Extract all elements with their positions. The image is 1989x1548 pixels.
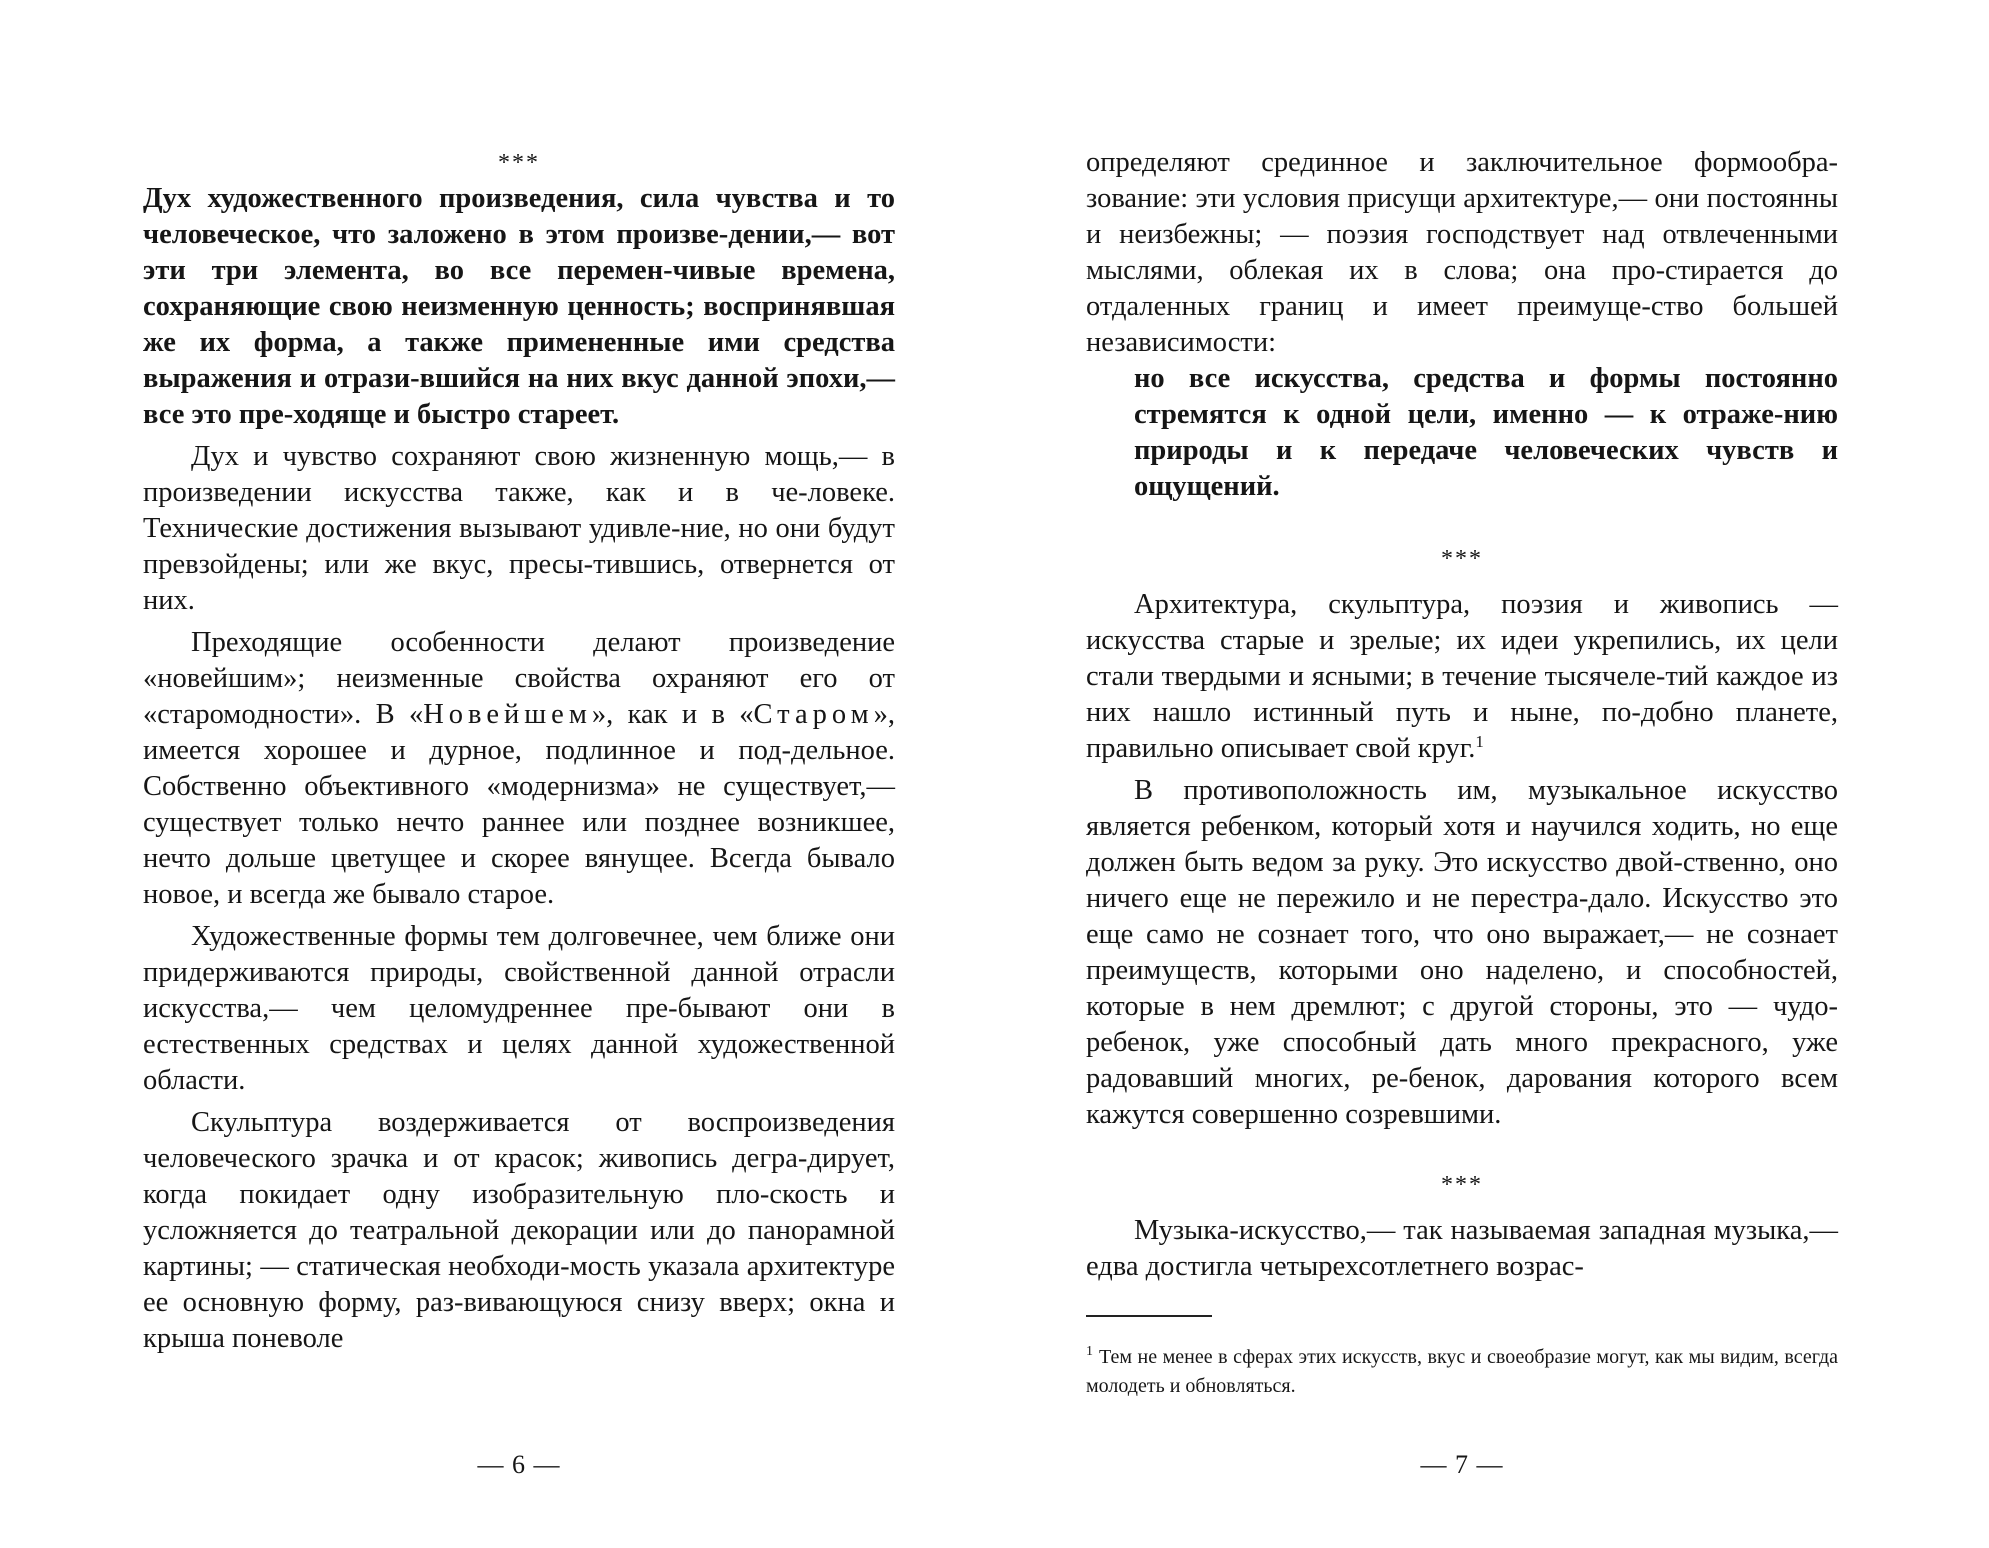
footnote: [1086, 1337, 1838, 1401]
page-number: — 6 —: [477, 1450, 561, 1479]
bold-paragraph: Дух художественного произведения, сила чувства и то человеческое, что заложено в этом произве-дении,— вот эти три элемента, во все перемен-чивые времена, сохраняющие свою неизменную ценность; воспринявшая же их форма, а также примененные ими средства выражения и отрази-вшийся на них вкус данной эпохи,— все это пре-ходяще и быстро стареет.: [143, 183, 895, 430]
text-run: », как и в «: [591, 699, 754, 730]
right-page: [994, 0, 1989, 1548]
paragraph: [143, 625, 895, 913]
section-divider: ***: [1441, 1172, 1483, 1198]
footnote-reference[interactable]: 1: [1475, 732, 1484, 751]
paragraph: [1086, 587, 1838, 767]
footnote-mark: 1: [1086, 1344, 1093, 1359]
footnote-rule: [1086, 1315, 1212, 1317]
left-text-block: [143, 145, 895, 1357]
section-divider: ***: [1441, 546, 1483, 572]
paragraph-continuation: определяют срединное и заключительное формообра-зование: эти условия присущи архитектуре,— они постоянны и неизбежны; — поэзия господствует над отвлеченными мыслями, облекая их в слова; она про-стирается до отдаленных границ и имеет преимуще-ство большей независимости:: [1086, 147, 1838, 358]
paragraph: Скульптура воздерживается от воспроизведения человеческого зрачка и от красок; живопись дегра-дирует, когда покидает одну изобразительную пло-скость и усложняется до театральной декорации или до панорамной картины; — статическая необходи-мость указала архитектуре ее основную форму, раз-вивающуюся снизу вверх; окна и крыша поневоле: [143, 1107, 895, 1354]
text-run: », имеется хорошее и дурное, подлинное и под-дельное. Собственно объективного «модернизма» не существует,— существует только нечто раннее или позднее возникшее, нечто дольше цветущее и скорее вянущее. Всегда бывало новое, и всегда же бывало старое.: [143, 699, 896, 910]
section-divider: ***: [498, 150, 540, 176]
paragraph: Художественные формы тем долговечнее, чем ближе они придерживаются природы, свойственной данной отрасли искусства,— чем целомудреннее пре-бывают они в естественных средствах и целях данной художественной области.: [143, 921, 895, 1096]
paragraph: Музыка-искусство,— так называемая западная музыка,— едва достигла четырехсотлетнего возрас-: [1086, 1215, 1838, 1282]
footnote-text: Тем не менее в сферах этих искусств, вкус и своеобразие могут, как мы видим, всегда молодеть и обновляться.: [1086, 1346, 1838, 1397]
page-number: — 7 —: [1420, 1450, 1504, 1479]
right-text-block: [1086, 145, 1838, 1401]
left-page: [0, 0, 994, 1548]
spaced-word: Новейшем: [423, 699, 592, 730]
text-run: Архитектура, скульптура, поэзия и живопись — искусства старые и зрелые; их идеи укрепились, их цели стали твердыми и ясными; в течение тысячеле-тий каждое из них нашло истинный путь и ныне, по-добно планете, правильно описывает свой круг.: [1086, 589, 1838, 764]
spaced-word: Старом: [753, 699, 874, 730]
paragraph: Дух и чувство сохраняют свою жизненную мощь,— в произведении искусства также, как и в че-ловеке. Технические достижения вызывают удивле-ние, но они будут превзойдены; или же вкус, пресы-тившись, отвернется от них.: [143, 441, 895, 616]
bold-paragraph: но все искусства, средства и формы постоянно стремятся к одной цели, именно — к отраже-нию природы и к передаче человеческих чувств и ощущений.: [1134, 363, 1838, 502]
paragraph: В противоположность им, музыкальное искусство является ребенком, который хотя и научился ходить, но еще должен быть ведом за руку. Это искусство двой-ственно, оно ничего еще не пережило и не перестра-дало. Искусство это еще само не сознает того, что оно выражает,— не сознает преимуществ, которыми оно наделено, и способностей, которые в нем дремлют; с другой стороны, это — чудо-ребенок, уже способный дать много прекрасного, уже радовавший многих, ре-бенок, дарования которого всем кажутся совершенно созревшими.: [1086, 775, 1838, 1130]
text-run: Преходящие особенности делают произведение «новейшим»; неизменные свойства охраняют его от «старомодности». В «: [143, 627, 895, 730]
